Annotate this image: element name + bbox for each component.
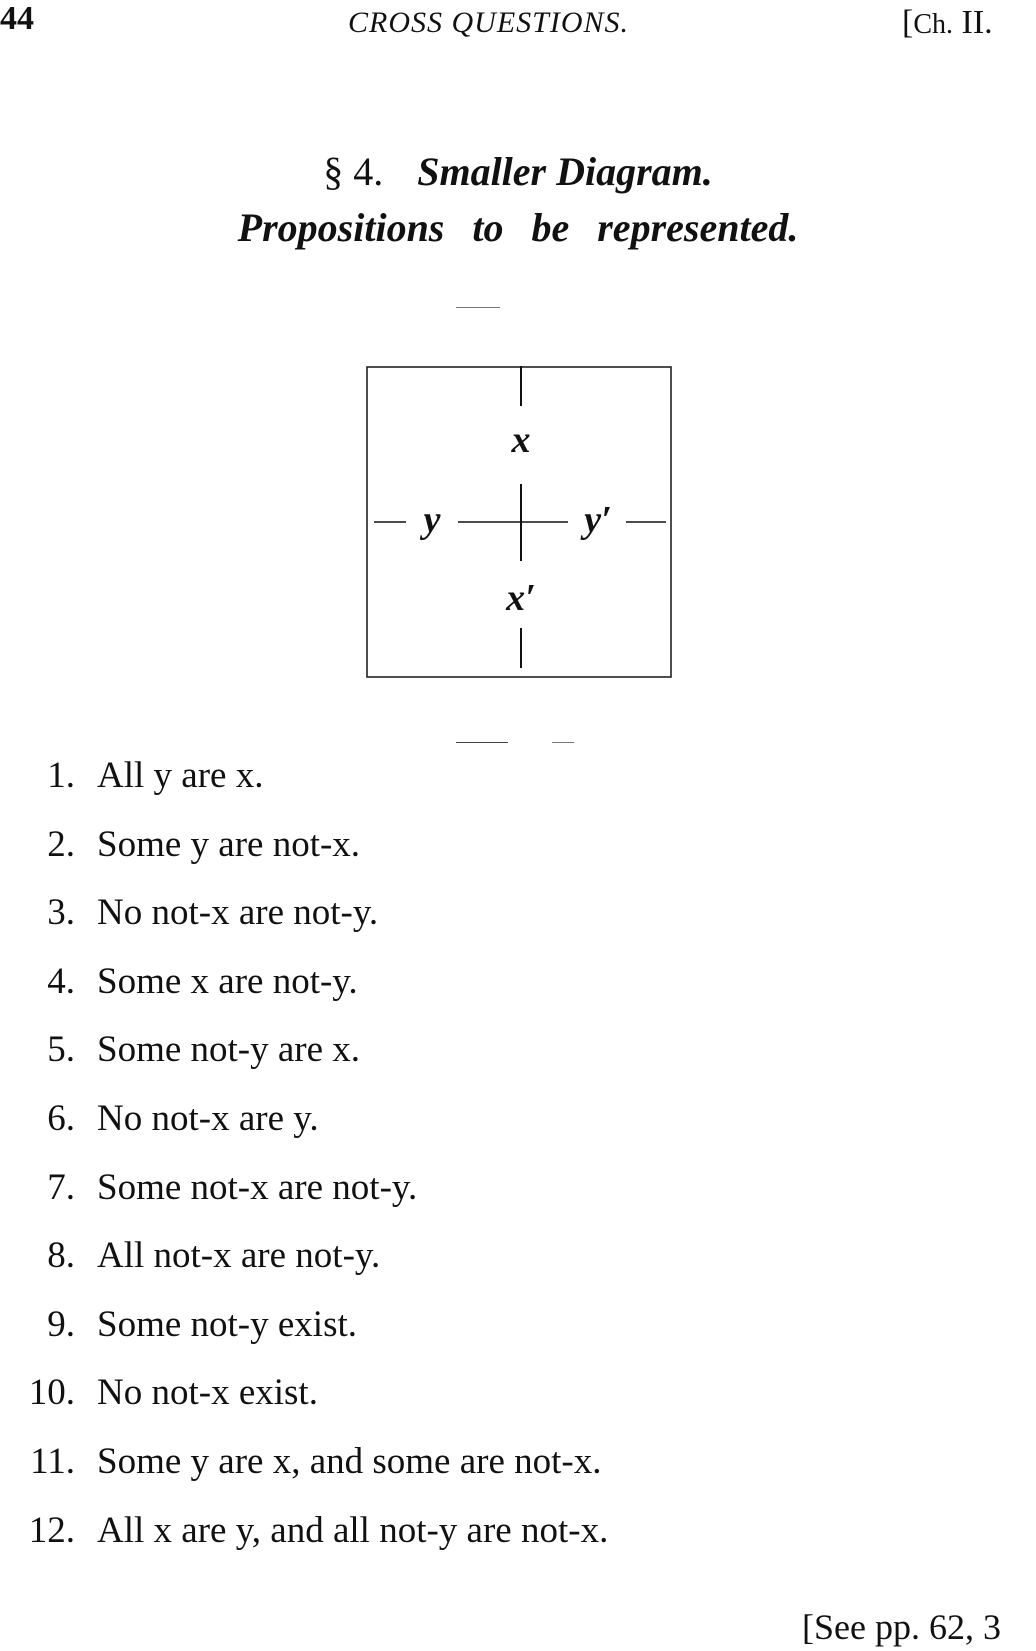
proposition-number: 9. bbox=[47, 1303, 75, 1345]
chapter-number: II. bbox=[961, 4, 993, 41]
proposition-item bbox=[0, 1440, 602, 1483]
running-title: CROSS QUESTIONS. bbox=[348, 6, 630, 39]
proposition-number: 1. bbox=[47, 755, 75, 796]
chapter-label bbox=[902, 4, 993, 42]
proposition-text: No not-x are y. bbox=[97, 1098, 319, 1139]
proposition-number: 6. bbox=[47, 1098, 75, 1139]
proposition-text: Some x are not-y. bbox=[97, 960, 358, 1002]
smaller-diagram bbox=[366, 366, 672, 678]
proposition-item bbox=[0, 1371, 318, 1414]
proposition-number: 8. bbox=[47, 1235, 75, 1277]
chapter-ch: Ch. bbox=[913, 9, 954, 40]
proposition-number: 5. bbox=[47, 1029, 75, 1071]
proposition-text: No not-x exist. bbox=[97, 1372, 318, 1414]
chapter-bracket: [ bbox=[902, 4, 914, 41]
proposition-number: 4. bbox=[47, 960, 75, 1002]
proposition-text: All not-x are not-y. bbox=[97, 1235, 381, 1277]
rule-mark-bottom-b bbox=[552, 742, 574, 743]
proposition-number: 2. bbox=[47, 823, 75, 865]
proposition-text: Some not-y exist. bbox=[97, 1303, 358, 1345]
section-heading bbox=[0, 148, 1036, 195]
proposition-number: 12. bbox=[28, 1509, 75, 1551]
proposition-text: Some not-y are x. bbox=[97, 1029, 361, 1071]
proposition-text: All x are y, and all not-y are not-x. bbox=[97, 1509, 609, 1551]
proposition-number: 11. bbox=[30, 1441, 75, 1482]
diagram-label-y-prime: y′ bbox=[584, 499, 612, 541]
proposition-text: No not-x are not-y. bbox=[97, 892, 379, 934]
rule-mark-bottom-a bbox=[456, 742, 508, 743]
diagram-label-x: x bbox=[511, 419, 531, 461]
diagram-label-y: y bbox=[423, 499, 441, 541]
proposition-text: Some y are not-x. bbox=[97, 823, 361, 865]
proposition-item bbox=[0, 1303, 357, 1346]
proposition-item bbox=[0, 891, 378, 934]
rule-mark-top bbox=[456, 307, 500, 308]
proposition-text: All y are x. bbox=[97, 755, 264, 796]
see-pages-note: [See pp. 62, 3 bbox=[802, 1607, 1001, 1647]
proposition-item bbox=[0, 1097, 319, 1140]
proposition-item bbox=[0, 823, 360, 866]
proposition-item bbox=[0, 1509, 608, 1552]
proposition-text: Some not-x are not-y. bbox=[97, 1166, 418, 1208]
section-symbol: § 4. bbox=[323, 149, 384, 194]
diagram-label-x-prime: x′ bbox=[506, 577, 536, 619]
section-subtitle: Propositions to be represented. bbox=[237, 205, 799, 250]
proposition-item bbox=[0, 960, 358, 1003]
proposition-number: 7. bbox=[47, 1166, 75, 1208]
proposition-item bbox=[0, 1166, 417, 1209]
proposition-number: 3. bbox=[47, 892, 75, 934]
proposition-item bbox=[0, 754, 263, 797]
proposition-item bbox=[0, 1028, 360, 1071]
proposition-text: Some y are x, and some are not-x. bbox=[97, 1441, 602, 1482]
page-number: 44 bbox=[0, 0, 34, 37]
proposition-item bbox=[0, 1234, 380, 1277]
section-title: Smaller Diagram. bbox=[417, 149, 713, 194]
proposition-number: 10. bbox=[28, 1372, 75, 1414]
